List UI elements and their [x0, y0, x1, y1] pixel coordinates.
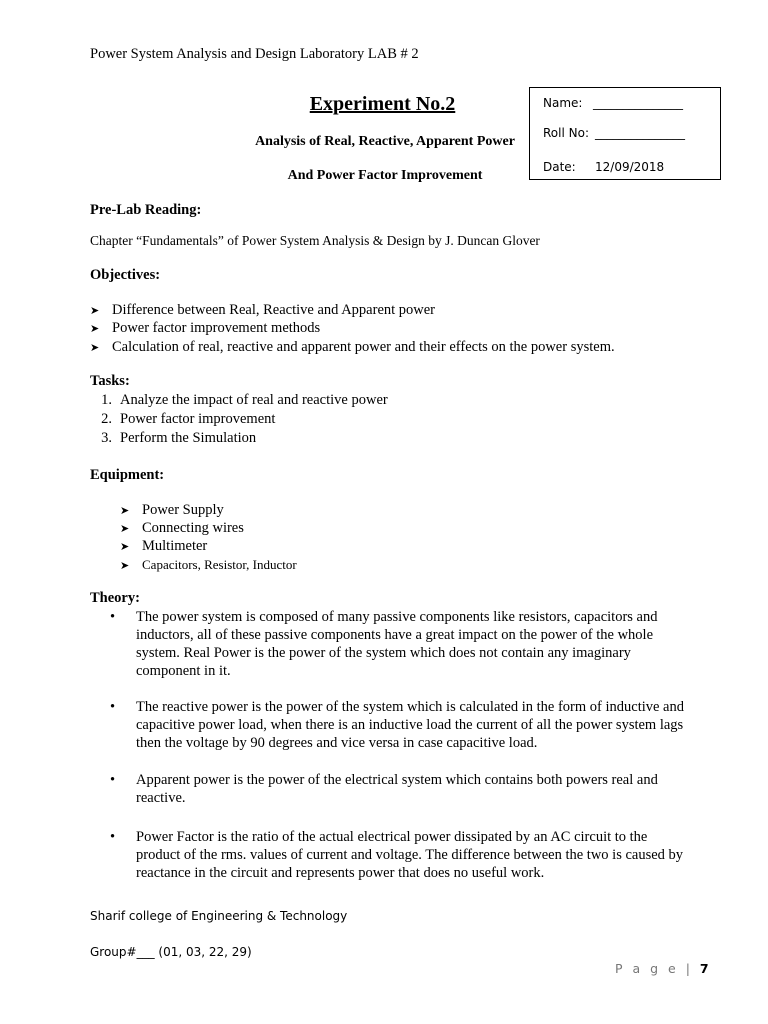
objective-item: [90, 320, 320, 337]
equipment-text: Capacitors, Resistor, Inductor: [142, 557, 297, 572]
task-text: Power factor improvement: [120, 411, 276, 427]
experiment-title: Experiment No.2: [309, 93, 456, 115]
task-text: Perform the Simulation: [120, 430, 257, 446]
name-value: _______________: [593, 96, 683, 110]
theory-text: Apparent power is the power of the electrical system which contains both powers real and reactive.: [136, 772, 658, 806]
theory-item: [110, 828, 690, 882]
theory-text: The power system is composed of many passive components like resistors, capacitors and inductors, all of these passive components have a great impact on the power of the whole system. Real Power is the power of the system which does not contain any imaginary component in it.: [136, 609, 658, 679]
subtitle-line-1: Analysis of Real, Reactive, Apparent Power: [255, 134, 515, 149]
date-label: Date:: [543, 160, 576, 174]
roll-value: _______________: [595, 126, 685, 140]
date-row: [543, 160, 665, 174]
task-number: 2.: [101, 411, 112, 427]
arrow-bullet-icon: ➤: [120, 541, 130, 553]
prelab-text: Chapter “Fundamentals” of Power System Analysis & Design by J. Duncan Glover: [90, 233, 540, 248]
student-info-box: [529, 87, 721, 180]
task-text: Analyze the impact of real and reactive power: [120, 392, 388, 408]
equipment-item: [120, 502, 224, 519]
arrow-bullet-icon: ➤: [90, 342, 100, 354]
objectives-heading: Objectives:: [90, 267, 161, 283]
page-label: P a g e |: [615, 961, 693, 976]
bullet-dot-icon: •: [110, 699, 116, 715]
equipment-heading: Equipment:: [90, 467, 165, 483]
task-item: [90, 411, 275, 428]
theory-heading: Theory:: [90, 590, 140, 606]
task-number: 3.: [101, 430, 112, 446]
bullet-dot-icon: •: [110, 772, 116, 788]
task-item: [90, 392, 388, 409]
roll-label: Roll No:: [543, 126, 589, 140]
tasks-heading: Tasks:: [90, 373, 130, 389]
equipment-item: [120, 538, 207, 555]
theory-item: [110, 698, 690, 752]
name-row: [543, 96, 683, 110]
theory-text: Power Factor is the ratio of the actual electrical power dissipated by an AC circuit to the product of the rms. values of current and voltage. The difference between the two is caused by reactance in the circuit and represents power that does no useful work.: [136, 829, 684, 881]
name-label: Name:: [543, 96, 583, 110]
equipment-text: Power Supply: [142, 502, 224, 518]
subtitle-line-2: And Power Factor Improvement: [287, 168, 483, 183]
objective-text: Difference between Real, Reactive and Apparent power: [112, 302, 436, 318]
group-line: Group#___ (01, 03, 22, 29): [90, 945, 252, 959]
arrow-bullet-icon: ➤: [120, 560, 130, 572]
task-item: [90, 430, 256, 447]
theory-item: [110, 771, 690, 807]
theory-text: The reactive power is the power of the system which is calculated in the form of inductive and capacitive power load, when there is an inductive load the current of all the power system lags then the voltage by 90 degrees and vice versa in case capacitive load.: [136, 699, 684, 751]
objective-item: [90, 339, 615, 356]
arrow-bullet-icon: ➤: [120, 523, 130, 535]
task-number: 1.: [101, 392, 112, 408]
equipment-text: Multimeter: [142, 538, 208, 554]
page-number: [615, 961, 709, 976]
roll-row: [543, 126, 685, 140]
arrow-bullet-icon: ➤: [90, 305, 100, 317]
objective-item: [90, 302, 435, 319]
prelab-heading: Pre-Lab Reading:: [90, 202, 202, 218]
theory-item: [110, 608, 690, 680]
equipment-item: [120, 557, 297, 573]
college-name: Sharif college of Engineering & Technology: [90, 909, 348, 923]
page-number-value: 7: [699, 961, 709, 976]
arrow-bullet-icon: ➤: [90, 323, 100, 335]
bullet-dot-icon: •: [110, 609, 116, 625]
equipment-text: Connecting wires: [142, 520, 244, 536]
equipment-item: [120, 520, 244, 537]
date-value: 12/09/2018: [595, 160, 665, 174]
arrow-bullet-icon: ➤: [120, 505, 130, 517]
running-header: Power System Analysis and Design Laboratory LAB # 2: [90, 46, 419, 62]
objective-text: Power factor improvement methods: [112, 320, 321, 336]
bullet-dot-icon: •: [110, 829, 116, 845]
objective-text: Calculation of real, reactive and apparent power and their effects on the power system.: [112, 339, 615, 355]
